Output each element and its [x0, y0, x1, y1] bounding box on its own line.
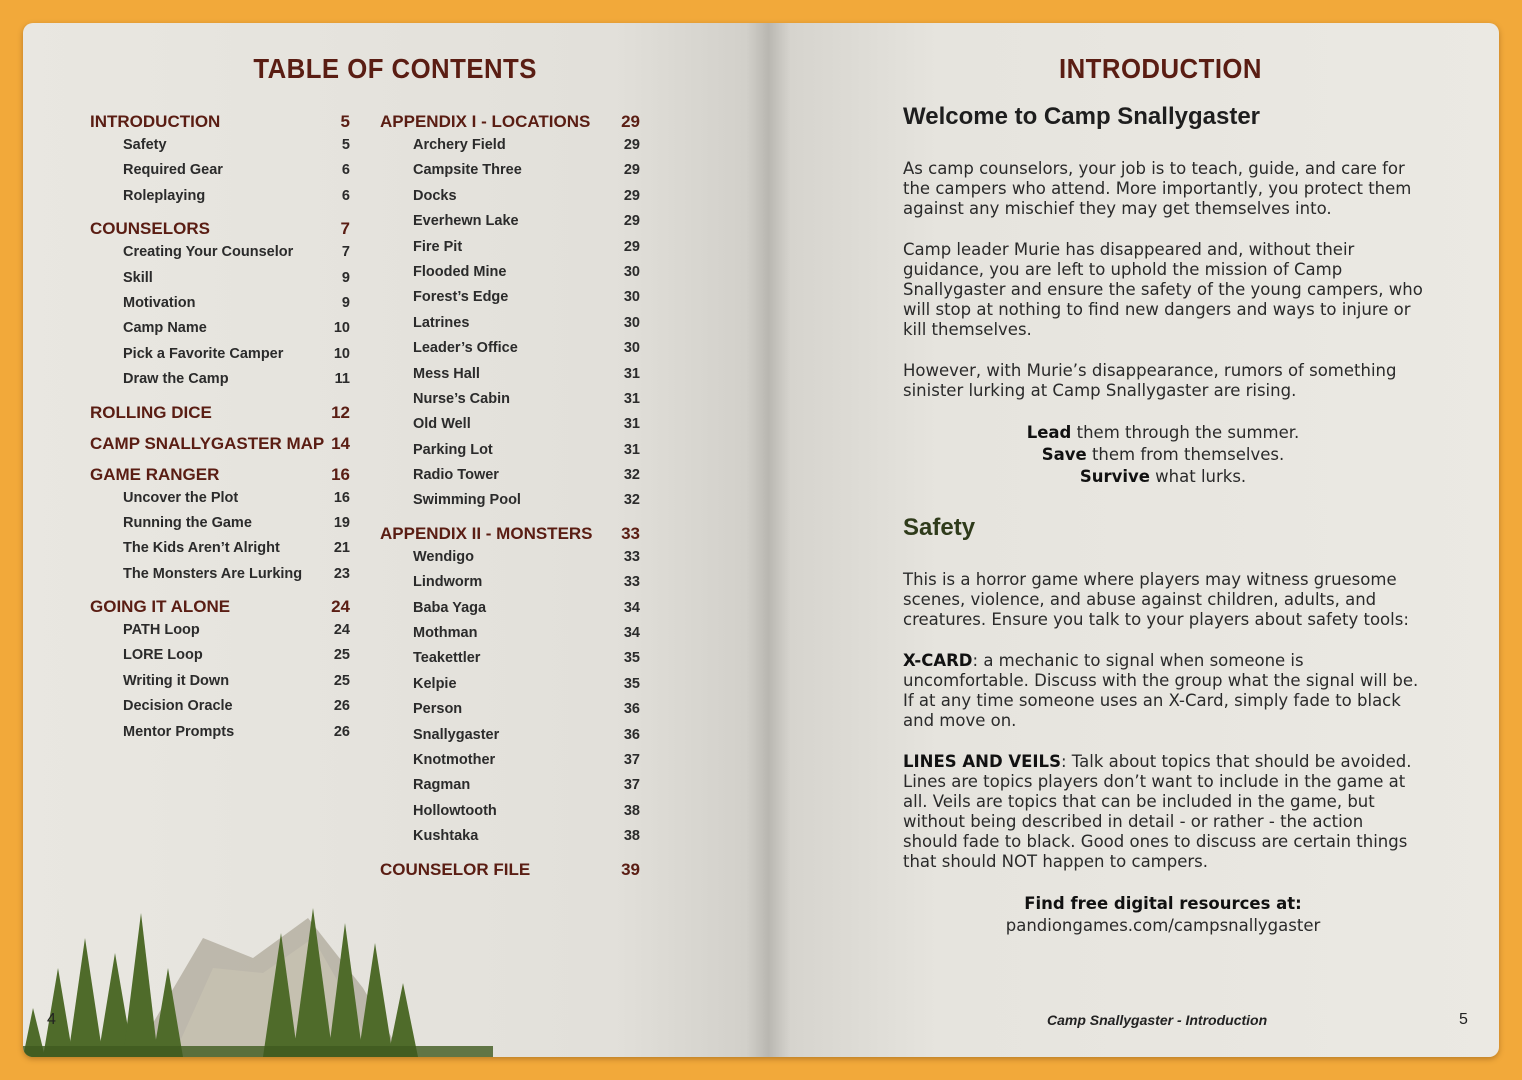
toc-section-heading[interactable] — [90, 111, 350, 133]
motto-line: Lead them through the summer. — [1026, 423, 1300, 442]
toc-entry-page: 26 — [333, 723, 350, 740]
toc-entry-label: Camp Name — [123, 320, 207, 337]
toc-entry[interactable] — [380, 362, 640, 387]
toc-entry[interactable] — [380, 621, 640, 646]
lines-veils-paragraph: LINES AND VEILS: Talk about topics that should be avoided. Lines are topics players don’t want to include in the game at all. Veils are topics that can be included in the game, but without being described in detail - or rather - the action should fade to black. Good ones to discuss are certain things that should NOT happen to campers. — [903, 752, 1412, 871]
toc-entry[interactable] — [380, 799, 640, 824]
toc-section-page: 12 — [331, 402, 350, 422]
toc-entry-label: Teakettler — [413, 650, 481, 667]
toc-entry[interactable] — [380, 336, 640, 361]
safety-heading: Safety — [903, 514, 976, 541]
toc-entry-label: Writing it Down — [123, 672, 230, 689]
toc-entry-label: Uncover the Plot — [123, 489, 239, 506]
toc-section-page: 14 — [331, 433, 350, 453]
toc-entry-label: Mess Hall — [413, 365, 480, 382]
toc-entry[interactable] — [90, 184, 350, 209]
toc-entry-label: Motivation — [123, 294, 196, 311]
toc-entry-page: 7 — [341, 244, 350, 261]
toc-entry[interactable] — [380, 438, 640, 463]
running-footer: Camp Snallygaster - Introduction — [1047, 1012, 1268, 1028]
toc-section-heading[interactable] — [90, 218, 350, 240]
toc-entry[interactable] — [380, 387, 640, 412]
toc-entry-label: Radio Tower — [413, 467, 499, 484]
toc-entry[interactable] — [380, 260, 640, 285]
toc-entry[interactable] — [90, 367, 350, 392]
toc-entry-label: Hollowtooth — [413, 802, 497, 819]
toc-entry-page: 26 — [333, 698, 350, 715]
resources-label: Find free digital resources at: — [1024, 894, 1302, 913]
motto-line: Save them from themselves. — [1041, 445, 1285, 464]
toc-entry-page: 33 — [623, 548, 640, 565]
toc-entry[interactable] — [380, 672, 640, 697]
toc-section-heading[interactable] — [90, 464, 350, 486]
toc-entry-page: 33 — [623, 574, 640, 591]
toc-section-page: 29 — [621, 112, 640, 131]
resources-url: pandiongames.com/campsnallygaster — [1005, 916, 1321, 935]
xcard-paragraph: X-CARD: a mechanic to signal when someone is uncomfortable. Discuss with the group what the signal will be. If at any time someone uses an X-Card, simply fade to black and move on. — [903, 651, 1419, 730]
toc-entry[interactable] — [90, 720, 350, 745]
toc-entry-page: 31 — [623, 416, 640, 433]
resources-block — [903, 893, 1423, 937]
toc-entry-label: Person — [413, 701, 463, 718]
toc-entry-page: 29 — [623, 187, 640, 204]
right-page — [761, 23, 1499, 1057]
toc-entry-label: Mentor Prompts — [123, 723, 235, 740]
toc-entry-page: 23 — [333, 565, 350, 582]
toc-column-1 — [90, 111, 350, 745]
toc-entry-label: Leader’s Office — [413, 340, 518, 357]
toc-entry-label: Fire Pit — [413, 238, 463, 255]
toc-entry-page: 10 — [333, 345, 350, 362]
toc-entry-page: 30 — [623, 289, 640, 306]
toc-entry[interactable] — [90, 316, 350, 341]
toc-entry-label: Nurse’s Cabin — [413, 390, 510, 407]
toc-entry[interactable] — [380, 773, 640, 798]
toc-entry-page: 35 — [623, 675, 640, 692]
toc-entry[interactable] — [380, 545, 640, 570]
section-gap — [90, 209, 350, 218]
toc-entry-label: Ragman — [413, 777, 471, 794]
toc-entry-page: 37 — [623, 777, 640, 794]
toc-section-title: ROLLING DICE — [90, 402, 212, 422]
intro-paragraph-1: As camp counselors, your job is to teach, guide, and care for the campers who attend. More importantly, you protect them against any mischief they may get themselves into. — [903, 159, 1412, 218]
intro-paragraph-3: However, with Murie’s disappearance, rumors of something sinister lurking at Camp Snallygaster are rising. — [903, 361, 1397, 400]
toc-section-heading[interactable] — [90, 596, 350, 618]
toc-entry[interactable] — [90, 342, 350, 367]
toc-entry-label: Everhewn Lake — [413, 213, 519, 230]
toc-entry-label: Parking Lot — [413, 441, 493, 458]
toc-section-page: 33 — [621, 523, 640, 543]
toc-entry-label: Pick a Favorite Camper — [123, 345, 284, 362]
toc-entry-page: 9 — [341, 269, 350, 286]
book-spread — [23, 23, 1499, 1057]
toc-entry[interactable] — [90, 266, 350, 291]
toc-entry-label: Baba Yaga — [413, 599, 487, 616]
section-gap — [90, 587, 350, 596]
toc-entry[interactable] — [380, 235, 640, 260]
toc-entry-page: 9 — [341, 294, 350, 311]
toc-entry[interactable] — [90, 158, 350, 183]
toc-entry-label: Kushtaka — [413, 828, 479, 845]
toc-entry-page: 6 — [341, 162, 350, 179]
toc-entry-page: 24 — [333, 622, 350, 639]
toc-entry-page: 31 — [623, 390, 640, 407]
toc-entry-page: 30 — [623, 314, 640, 331]
toc-entry-label: Running the Game — [123, 514, 252, 531]
toc-entry-label: Flooded Mine — [413, 263, 507, 280]
toc-entry[interactable] — [380, 488, 640, 513]
motto-line: Survive what lurks. — [1079, 467, 1247, 486]
toc-section-heading[interactable] — [380, 111, 640, 133]
toc-entry-page: 36 — [623, 701, 640, 718]
toc-entry-page: 36 — [623, 726, 640, 743]
toc-entry[interactable] — [90, 562, 350, 587]
toc-entry-label: Kelpie — [413, 675, 457, 692]
toc-entry-label: Knotmother — [413, 751, 496, 768]
toc-section-title: GOING IT ALONE — [90, 597, 231, 617]
toc-entry[interactable] — [90, 291, 350, 316]
toc-entry-label: The Monsters Are Lurking — [123, 565, 303, 582]
toc-entry-page: 11 — [334, 371, 350, 388]
section-gap — [90, 455, 350, 464]
toc-title: TABLE OF CONTENTS — [253, 53, 537, 84]
toc-section-title: GAME RANGER — [90, 464, 220, 484]
left-page-number: 4 — [47, 1011, 56, 1028]
toc-entry[interactable] — [380, 285, 640, 310]
toc-entry-label: Old Well — [413, 416, 471, 433]
toc-entry-label: Docks — [413, 187, 457, 204]
toc-entry-page: 6 — [341, 187, 350, 204]
toc-entry-page: 32 — [623, 467, 640, 484]
toc-entry-label: Required Gear — [123, 162, 223, 179]
toc-section-heading[interactable] — [90, 433, 350, 455]
toc-entry[interactable] — [90, 240, 350, 265]
toc-entry[interactable] — [380, 748, 640, 773]
toc-entry-page: 29 — [623, 162, 640, 179]
intro-content — [903, 103, 1423, 937]
toc-column-2 — [380, 111, 640, 881]
toc-entry-page: 10 — [333, 320, 350, 337]
toc-entry-label: Forest’s Edge — [413, 289, 509, 306]
toc-entry-label: Draw the Camp — [123, 371, 229, 388]
toc-entry[interactable] — [380, 463, 640, 488]
toc-entry[interactable] — [380, 697, 640, 722]
toc-entry-page: 16 — [333, 489, 350, 506]
toc-section-title: COUNSELOR FILE — [380, 859, 531, 879]
toc-entry-label: Roleplaying — [123, 187, 206, 204]
toc-entry[interactable] — [90, 486, 350, 511]
toc-entry[interactable] — [90, 643, 350, 668]
toc-entry-page: 21 — [333, 540, 350, 557]
toc-entry-label: Safety — [123, 137, 167, 153]
left-page — [23, 23, 761, 1057]
toc-entry-page: 31 — [623, 365, 640, 382]
intro-paragraph-2: Camp leader Murie has disappeared and, without their guidance, you are left to uphold the mission of Camp Snallygaster and ensure the safety of the young campers, who will stop at nothing to find new dangers and ways to injure or kill themselves. — [903, 240, 1423, 339]
toc-entry[interactable] — [90, 536, 350, 561]
toc-section-heading[interactable] — [380, 859, 640, 881]
toc-entry-label: LORE Loop — [123, 647, 203, 664]
toc-entry-page: 29 — [623, 213, 640, 230]
toc-entry-page: 38 — [623, 802, 640, 819]
toc-entry-page: 38 — [623, 828, 640, 845]
toc-entry-page: 29 — [623, 238, 640, 255]
toc-section-heading[interactable] — [90, 402, 350, 424]
toc-entry-label: Swimming Pool — [413, 492, 521, 509]
toc-section-page: 39 — [621, 859, 640, 879]
toc-entry-page: 29 — [623, 137, 640, 153]
toc-entry-label: Creating Your Counselor — [123, 244, 294, 261]
toc-entry-label: Snallygaster — [413, 726, 500, 743]
toc-entry-label: Mothman — [413, 625, 478, 642]
toc-section-heading[interactable] — [380, 523, 640, 545]
toc-section-page: 24 — [331, 597, 350, 617]
toc-entry[interactable] — [380, 158, 640, 183]
toc-entry-label: Campsite Three — [413, 162, 522, 179]
toc-entry-label: Lindworm — [413, 574, 483, 591]
motto-block — [903, 422, 1423, 488]
toc-entry[interactable] — [90, 694, 350, 719]
toc-entry[interactable] — [380, 646, 640, 671]
forest-illustration — [23, 898, 493, 1057]
toc-entry[interactable] — [380, 723, 640, 748]
toc-section-title: CAMP SNALLYGASTER MAP — [90, 433, 325, 453]
toc-entry-label: Archery Field — [413, 137, 506, 153]
toc-entry-page: 19 — [333, 514, 350, 531]
toc-entry-page: 25 — [333, 647, 350, 664]
safety-paragraph: This is a horror game where players may witness gruesome scenes, violence, and abuse against children, adults, and creatures. Ensure you talk to your players about safety tools: — [903, 570, 1409, 629]
toc-section-page: 7 — [340, 219, 350, 239]
section-gap — [380, 850, 640, 859]
toc-entry-page: 5 — [341, 137, 350, 153]
toc-entry-page: 30 — [623, 340, 640, 357]
toc-section-title: COUNSELORS — [90, 219, 210, 239]
toc-entry-page: 31 — [623, 441, 640, 458]
toc-section-title: APPENDIX I - LOCATIONS — [380, 112, 591, 131]
section-gap — [380, 514, 640, 523]
toc-section-title: INTRODUCTION — [90, 112, 221, 131]
toc-entry[interactable] — [90, 669, 350, 694]
toc-entry[interactable] — [380, 570, 640, 595]
toc-entry-label: Latrines — [413, 314, 470, 331]
toc-section-title: APPENDIX II - MONSTERS — [380, 523, 593, 543]
toc-entry-page: 35 — [623, 650, 640, 667]
right-page-number: 5 — [1459, 1011, 1468, 1028]
toc-entry[interactable] — [90, 511, 350, 536]
welcome-heading: Welcome to Camp Snallygaster — [903, 103, 1260, 130]
toc-entry[interactable] — [380, 412, 640, 437]
section-gap — [90, 424, 350, 433]
toc-section-page: 5 — [340, 112, 350, 131]
toc-entry-page: 34 — [623, 599, 640, 616]
toc-entry[interactable] — [90, 133, 350, 158]
toc-entry-label: Decision Oracle — [123, 698, 233, 715]
toc-entry-label: PATH Loop — [123, 622, 200, 639]
toc-entry-label: Skill — [123, 269, 153, 286]
toc-entry-page: 37 — [623, 751, 640, 768]
toc-entry-page: 32 — [623, 492, 640, 509]
toc-entry[interactable] — [380, 311, 640, 336]
intro-title: INTRODUCTION — [1059, 53, 1263, 84]
toc-entry-page: 25 — [333, 672, 350, 689]
section-gap — [90, 393, 350, 402]
toc-entry-label: The Kids Aren’t Alright — [123, 540, 280, 557]
toc-entry-label: Wendigo — [413, 548, 474, 565]
toc-entry[interactable] — [380, 596, 640, 621]
toc-entry-page: 34 — [623, 625, 640, 642]
toc-entry-page: 30 — [623, 263, 640, 280]
toc-entry[interactable] — [380, 209, 640, 234]
toc-entry[interactable] — [380, 184, 640, 209]
toc-entry[interactable] — [380, 133, 640, 158]
toc-entry[interactable] — [380, 824, 640, 849]
toc-entry[interactable] — [90, 618, 350, 643]
toc-section-page: 16 — [331, 464, 350, 484]
